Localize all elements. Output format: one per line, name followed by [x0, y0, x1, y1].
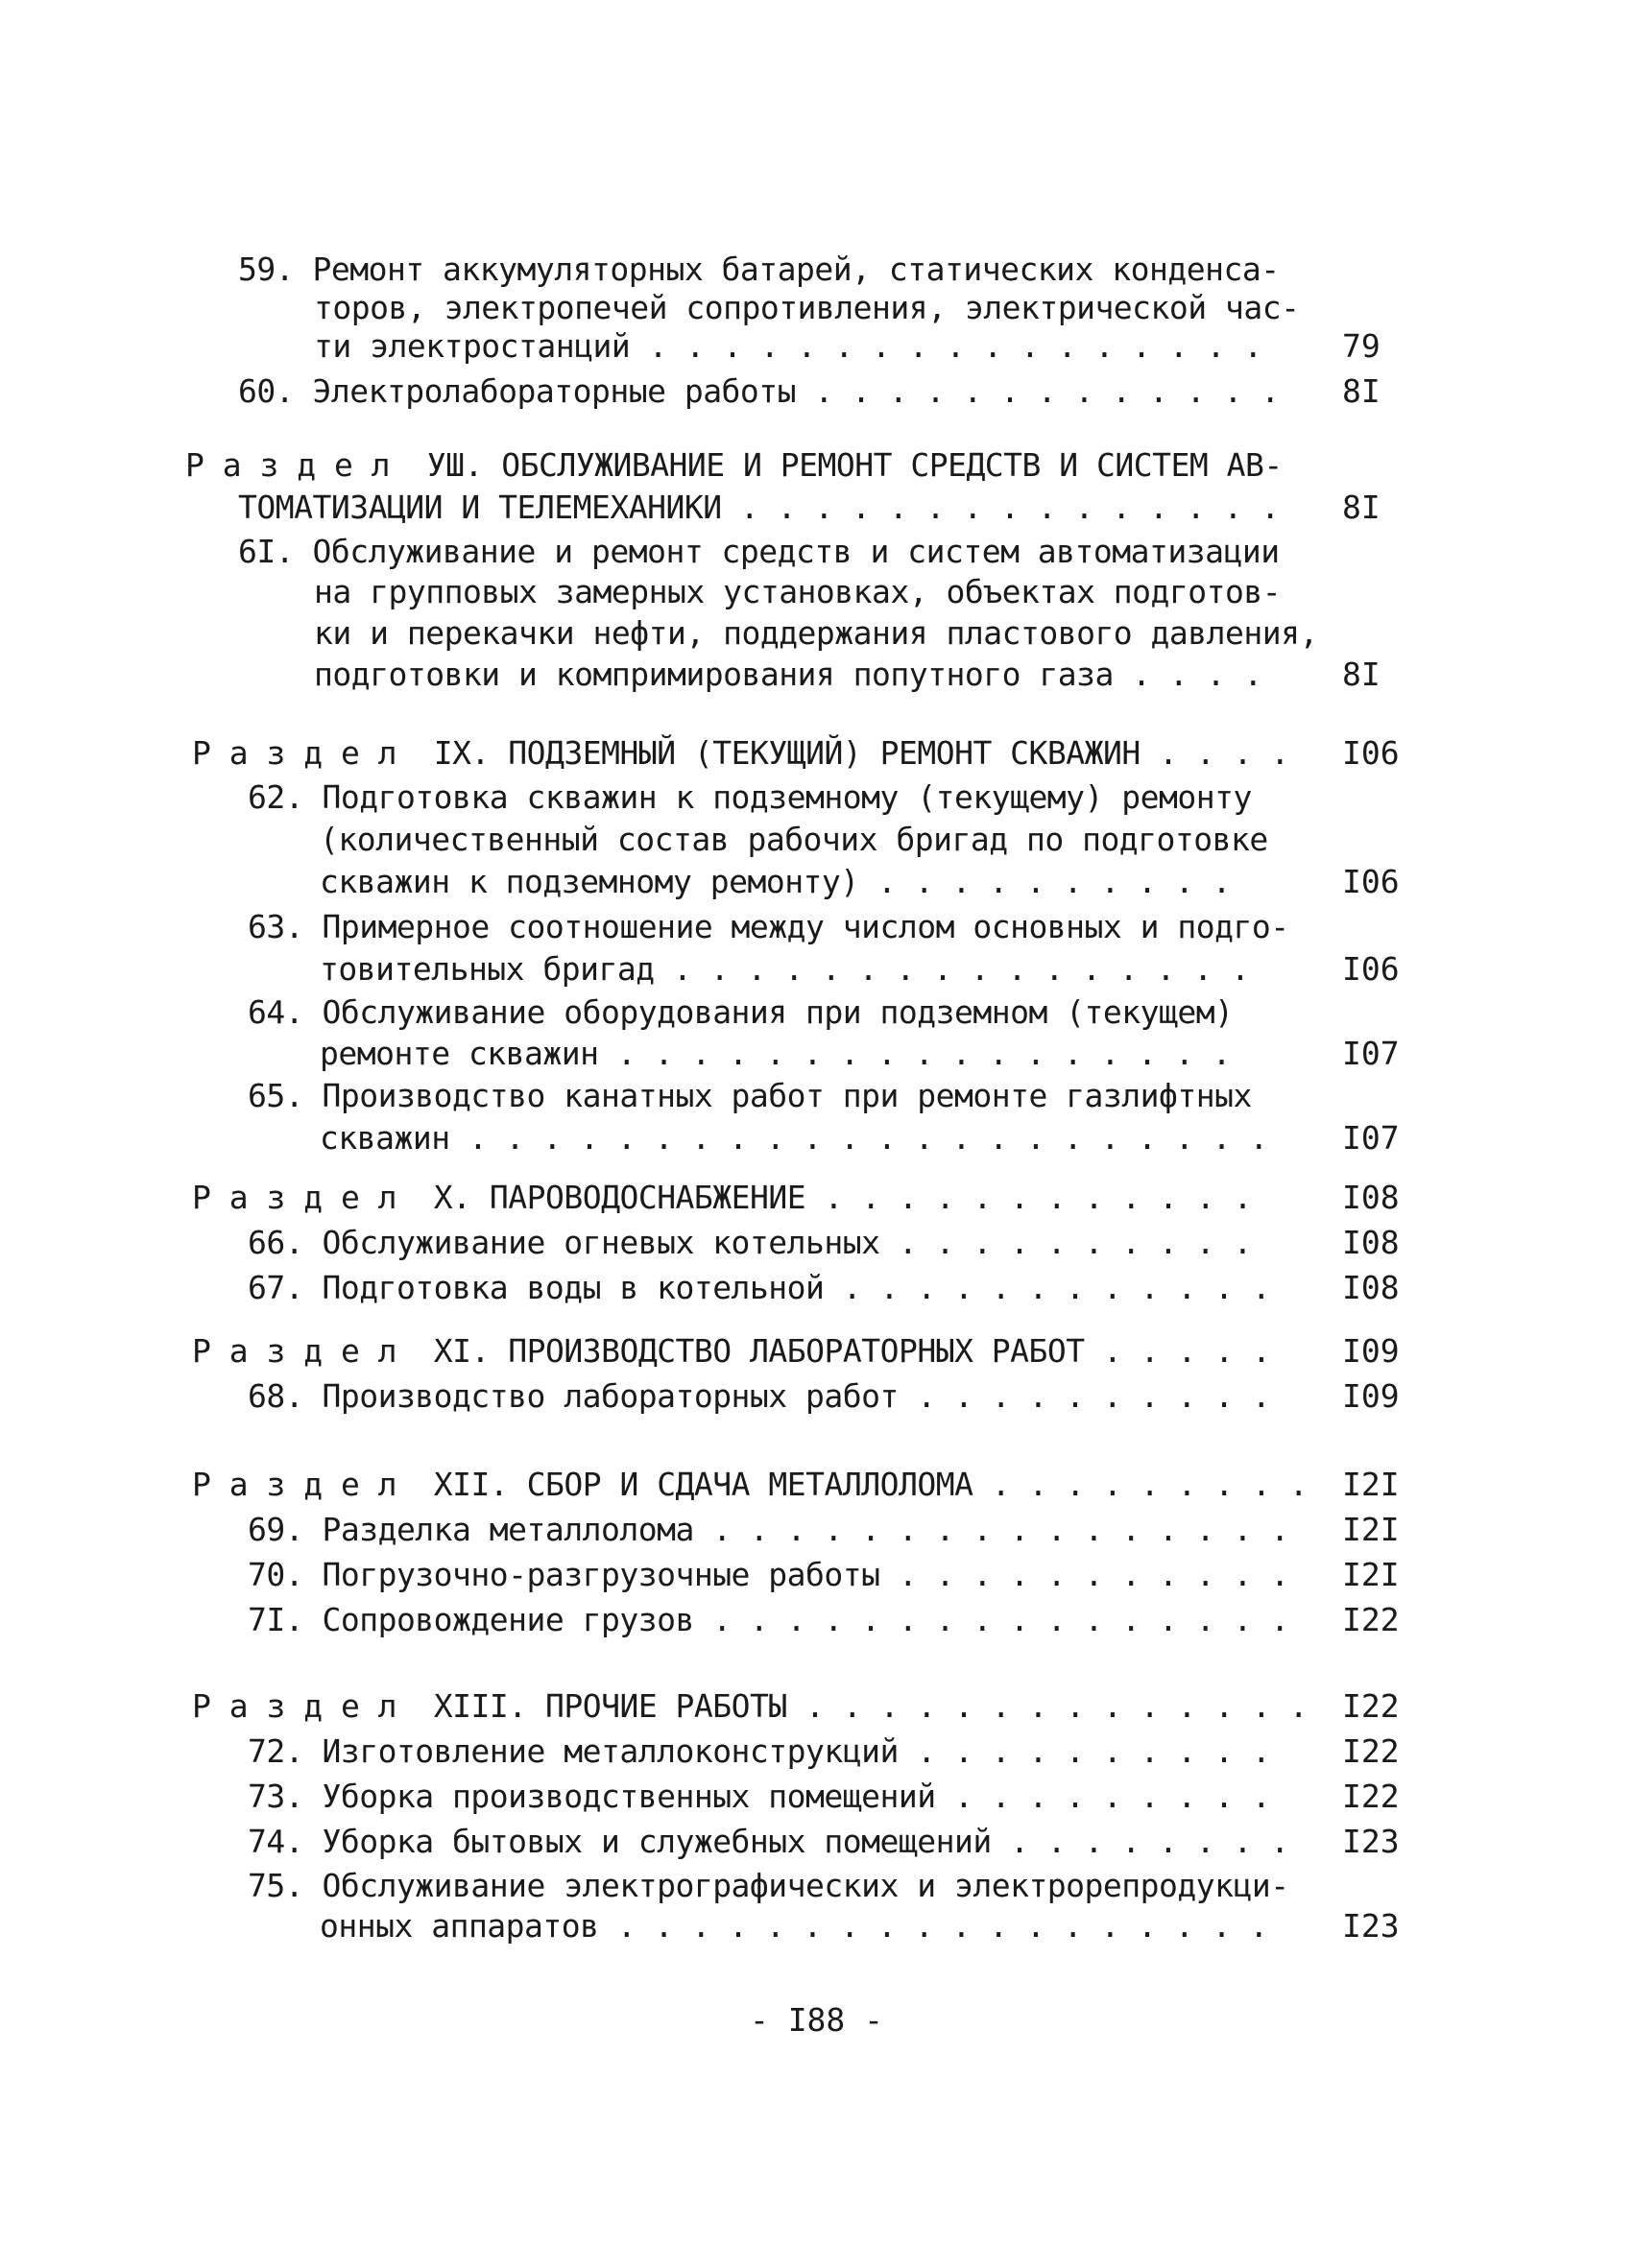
toc-entry-65-line-2: скважин . . . . . . . . . . . . . . . . . . . . . .	[320, 1119, 1268, 1157]
toc-entry-69-line-1: 69. Разделка металлолома . . . . . . . . . . . . . . . .	[248, 1511, 1289, 1548]
toc-entry-65-line-1: 65. Производство канатных работ при ремонте газлифтных	[248, 1077, 1252, 1114]
toc-section-11-line-1: Р а з д е л XI. ПРОИЗВОДСТВО ЛАБОРАТОРНЫХ РАБОТ . . . . .	[192, 1332, 1271, 1370]
toc-entry-75-page: I23	[1342, 1907, 1400, 1945]
toc-entry-61-line-1: 6I. Обслуживание и ремонт средств и систем автоматизации	[238, 533, 1280, 570]
toc-entry-60-line-1: 60. Электролабораторные работы . . . . . . . . . . . . .	[238, 372, 1280, 410]
toc-section-13-line-1: Р а з д е л XIII. ПРОЧИЕ РАБОТЫ . . . . . . . . . . . . . .	[192, 1687, 1309, 1725]
toc-section-12-page: I2I	[1342, 1466, 1400, 1503]
toc-entry-64-line-2: ремонте скважин . . . . . . . . . . . . . . . . .	[320, 1035, 1232, 1072]
toc-entry-67-page: I08	[1342, 1269, 1400, 1306]
toc-entry-61-page: 8I	[1342, 656, 1381, 693]
toc-section-12-line-1: Р а з д е л XII. СБОР И СДАЧА МЕТАЛЛОЛОМА . . . . . . . . .	[192, 1466, 1309, 1503]
toc-entry-75-line-2: онных аппаратов . . . . . . . . . . . . . . . . . .	[320, 1907, 1268, 1945]
toc-entry-73-page: I22	[1342, 1778, 1400, 1815]
toc-entry-70-page: I2I	[1342, 1556, 1400, 1593]
toc-section-10-line-1: Р а з д е л Х. ПАРОВОДОСНАБЖЕНИЕ . . . . . . . . . . . .	[192, 1179, 1252, 1216]
toc-entry-71-page: I22	[1342, 1601, 1400, 1638]
toc-entry-63-line-2: товительных бригад . . . . . . . . . . . . . . . .	[320, 950, 1250, 988]
toc-section-8-line-1: Р а з д е л УШ. ОБСЛУЖИВАНИЕ И РЕМОНТ СРЕДСТВ И СИСТЕМ АВ-	[185, 446, 1283, 484]
toc-entry-70-line-1: 70. Погрузочно-разгрузочные работы . . . . . . . . . . .	[248, 1556, 1289, 1593]
toc-entry-65-page: I07	[1342, 1119, 1400, 1157]
toc-entry-62-page: I06	[1342, 863, 1400, 900]
toc-entry-62-line-3: скважин к подземному ремонту) . . . . . . . . . .	[320, 863, 1232, 900]
toc-entry-66-page: I08	[1342, 1224, 1400, 1261]
toc-entry-68-page: I09	[1342, 1377, 1400, 1415]
toc-entry-72-line-1: 72. Изготовление металлоконструкций . . . . . . . . . .	[248, 1732, 1271, 1770]
toc-entry-74-line-1: 74. Уборка бытовых и служебных помещений . . . . . . . .	[248, 1823, 1289, 1860]
toc-entry-68-line-1: 68. Производство лабораторных работ . . . . . . . . . .	[248, 1377, 1271, 1415]
toc-entry-59-line-3: ти электростанций . . . . . . . . . . . . . . . . .	[314, 327, 1262, 365]
toc-entry-63-page: I06	[1342, 950, 1400, 988]
toc-section-11-page: I09	[1342, 1332, 1400, 1370]
toc-entry-69-page: I2I	[1342, 1511, 1400, 1548]
toc-entry-72-page: I22	[1342, 1732, 1400, 1770]
toc-entry-59-line-2: торов, электропечей сопротивления, электрической час-	[314, 289, 1300, 326]
toc-entry-60-page: 8I	[1342, 372, 1381, 410]
toc-entry-61-line-3: ки и перекачки нефти, поддержания пластового давления,	[314, 614, 1318, 652]
toc-section-9-line-1: Р а з д е л IX. ПОДЗЕМНЫЙ (ТЕКУЩИЙ) РЕМОНТ СКВАЖИН . . . .	[192, 734, 1289, 772]
toc-entry-67-line-1: 67. Подготовка воды в котельной . . . . . . . . . . . .	[248, 1269, 1271, 1306]
toc-section-8-line-2: ТОМАТИЗАЦИИ И ТЕЛЕМЕХАНИКИ . . . . . . . . . . . . . . .	[238, 489, 1280, 526]
toc-section-8-page: 8I	[1342, 489, 1381, 526]
toc-entry-62-line-1: 62. Подготовка скважин к подземному (текущему) ремонту	[248, 778, 1252, 816]
toc-entry-61-line-2: на групповых замерных установках, объектах подготов-	[314, 573, 1282, 610]
toc-entry-73-line-1: 73. Уборка производственных помещений . . . . . . . . .	[248, 1778, 1271, 1815]
toc-entry-75-line-1: 75. Обслуживание электрографических и электрорепродукци-	[248, 1867, 1289, 1904]
toc-entry-59-line-1: 59. Ремонт аккумуляторных батарей, статических конденса-	[238, 251, 1280, 288]
toc-entry-74-page: I23	[1342, 1823, 1400, 1860]
toc-section-9-page: I06	[1342, 734, 1400, 772]
toc-entry-66-line-1: 66. Обслуживание огневых котельных . . . . . . . . . .	[248, 1224, 1252, 1261]
toc-entry-62-line-2: (количественный состав рабочих бригад по подготовке	[320, 821, 1268, 858]
toc-entry-71-line-1: 7I. Сопровождение грузов . . . . . . . . . . . . . . . .	[248, 1601, 1289, 1638]
toc-section-10-page: I08	[1342, 1179, 1400, 1216]
toc-section-13-page: I22	[1342, 1687, 1400, 1725]
toc-entry-64-page: I07	[1342, 1035, 1400, 1072]
toc-entry-63-line-1: 63. Примерное соотношение между числом основных и подго-	[248, 908, 1289, 945]
toc-entry-59-page: 79	[1342, 327, 1381, 365]
page-number: - I88 -	[749, 2001, 884, 2039]
toc-entry-61-line-4: подготовки и компримирования попутного газа . . . .	[314, 656, 1262, 693]
toc-entry-64-line-1: 64. Обслуживание оборудования при подземном (текущем)	[248, 993, 1234, 1031]
